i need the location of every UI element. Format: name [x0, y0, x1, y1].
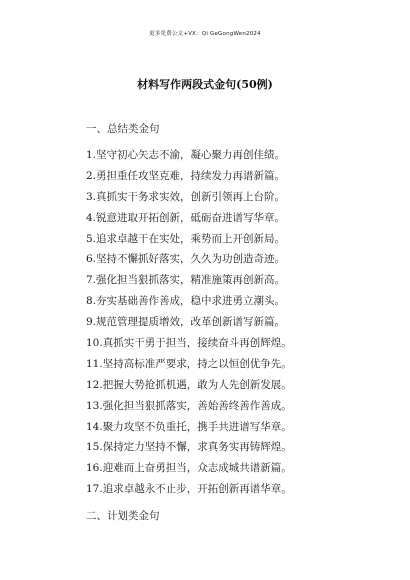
list-item: 9.规范管理提质增效，改革创新谱写新篇。: [86, 316, 286, 329]
list-item: 15.保持定力坚持不懈，求真务实再铸辉煌。: [86, 441, 292, 454]
list-item: 1.坚守初心矢志不渝，凝心聚力再创佳绩。: [86, 149, 286, 161]
list-item: 7.强化担当狠抓落实，精准施策再创新高。: [86, 274, 286, 287]
document-title: 材料写作两段式金句(50例): [137, 78, 273, 91]
list-item: 14.聚力攻坚不负重托，携手共进谱写华章。: [86, 420, 292, 433]
page-header: 更多免费公文+VX：Qi GeGongWen2024: [149, 31, 261, 37]
list-item: 2.勇担重任攻坚克难，持续发力再谱新篇。: [86, 169, 286, 182]
section-heading-summary: 一、总结类金句: [86, 123, 160, 135]
quote-list: [86, 145, 292, 500]
list-item: 13.强化担当狠抓落实，善始善终善作善成。: [86, 399, 292, 412]
list-item: 5.追求卓越干在实处，乘势而上开创新局。: [86, 232, 286, 245]
list-item: 12.把握大势抢抓机遇，敢为人先创新发展。: [86, 378, 292, 391]
list-item: 16.迎难而上奋勇担当，众志成城共谱新篇。: [86, 462, 292, 475]
list-item: 6.坚持不懈抓好落实，久久为功创造奇迹。: [86, 253, 286, 266]
list-item: 8.夯实基础善作善成，稳中求进勇立潮头。: [86, 295, 286, 308]
list-item: 4.锐意进取开拓创新，砥砺奋进谱写华章。: [86, 211, 286, 224]
list-item: 3.真抓实干务求实效，创新引领再上台阶。: [86, 190, 286, 203]
list-item: 11.坚持高标准严要求，持之以恒创优争先。: [86, 357, 292, 370]
list-item: 10.真抓实干勇于担当，接续奋斗再创辉煌。: [86, 337, 292, 350]
list-item: 17.追求卓越永不止步，开拓创新再谱华章。: [86, 483, 292, 496]
section-heading-plan: 二、计划类金句: [86, 510, 160, 522]
